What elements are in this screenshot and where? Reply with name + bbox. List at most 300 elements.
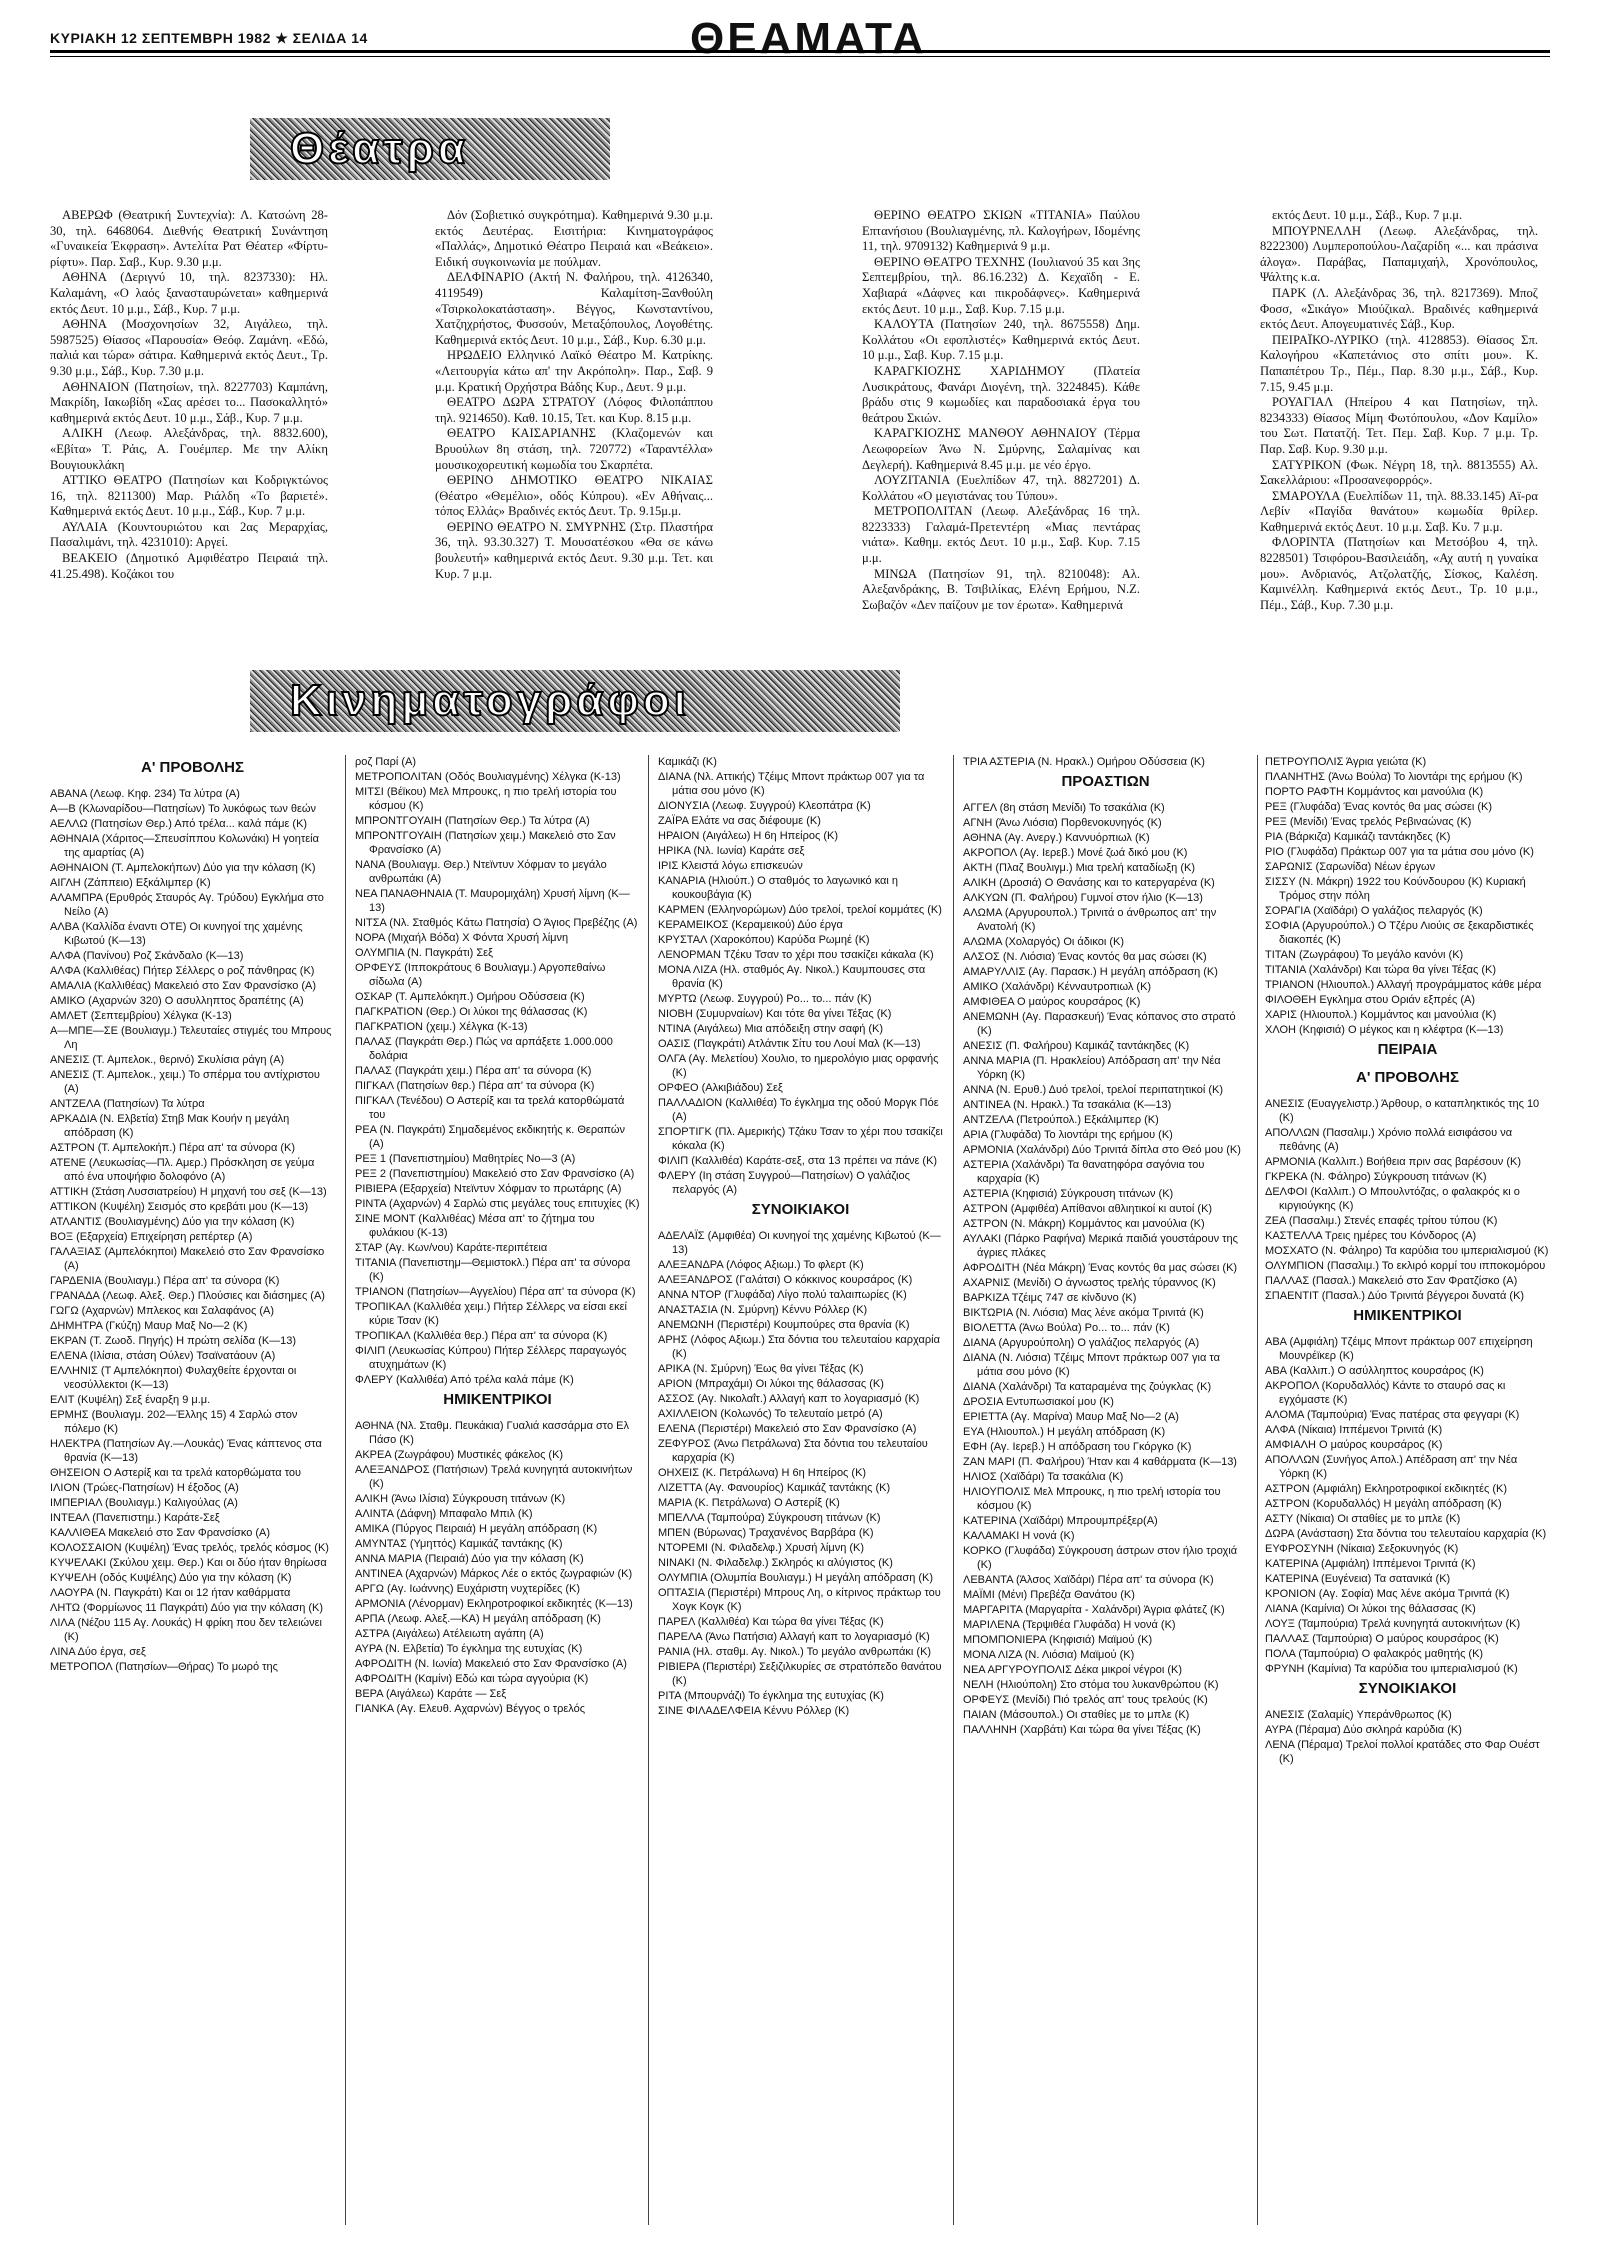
- cinema-listing: ΝΑΝΑ (Βουλιαγμ. Θερ.) Ντεϊντυν Χόφμαν το μεγάλο ανθρωπάκι (Α): [355, 859, 607, 885]
- theatre-listing: ΚΑΡΑΓΚΙΟΖΗΣ ΜΑΝΘΟΥ ΑΘΗΝΑΙΟΥ (Τέρμα Λεωφορείων Άνω Ν. Σμύρνης, Σαλαμίνας και Δεγλερή). Καθημερινά 8.45 μ.μ. με νέο έργο.: [862, 426, 1140, 472]
- cinema-listing: ΑΛΙΝΤΑ (Δάφνη) Μπαφαλο Μπιλ (Κ): [355, 1508, 533, 1520]
- cinema-listing: ΑΥΡΑ (Πέραμα) Δύο σκληρά καρύδια (Κ): [1265, 1724, 1462, 1736]
- cinema-listing: ΖΕΑ (Πασαλιμ.) Στενές επαφές τρίτου τύπου (Κ): [1265, 1215, 1498, 1227]
- cinema-listing: ΜΠΕΛΛΑ (Ταμπούρα) Σύγκρουση τιτάνων (Κ): [658, 1512, 881, 1524]
- cinema-listing: ΡΙΒΙΕΡΑ (Εξαρχεία) Ντεϊντυν Χόφμαν το πρωτάρης (Α): [355, 1183, 622, 1195]
- cinema-listing: ΒΟΞ (Εξαρχεία) Επιχείρηση ρεπέρτερ (Α): [50, 1231, 253, 1243]
- cinema-listing: ΤΡΟΠΙΚΑΛ (Καλλιθέα θερ.) Πέρα απ' τα σύνορα (Κ): [355, 1330, 608, 1342]
- column-heading: ΣΥΝΟΙΚΙΑΚΟΙ: [751, 1201, 850, 1218]
- cinema-column-2: [355, 755, 640, 1717]
- column-heading: ΠΡΟΑΣΤΙΩΝ: [1061, 773, 1150, 790]
- cinema-listing: ΣΤΑΡ (Αγ. Κων/νου) Καράτε-περιπέτεια: [355, 1242, 548, 1254]
- cinema-listing: ΟΑΣΙΣ (Παγκράτι) Ατλάντικ Σίτυ του Λουί Μαλ (Κ—13): [658, 1038, 921, 1050]
- cinema-listing: ΑΝΕΜΩΝΗ (Αγ. Παρασκευή) Ένας κόπανος στο στρατό (Κ): [963, 1011, 1236, 1037]
- cinema-banner-title: Κινηματογράφοι: [290, 676, 690, 725]
- cinema-listing: ΕΛΙΤ (Κυψέλη) Σεξ έναρξη 9 μ.μ.: [50, 1394, 211, 1406]
- theatre-listing: ΘΕΡΙΝΟ ΘΕΑΤΡΟ ΣΚΙΩΝ «ΤΙΤΑΝΙΑ» Παύλου Επτανήσιου (Βουλιαγμένης, πλ. Καλογήρων, Ιδομένης 11, τηλ. 9709132) Καθημερινά 9 μ.μ.: [862, 208, 1140, 254]
- cinema-listing: ΑΝΑΣΤΑΣΙΑ (Ν. Σμύρνη) Κέννυ Ρόλλερ (Κ): [658, 1304, 868, 1316]
- column-divider: [1257, 755, 1258, 2225]
- cinema-listing: ΟΡΦΕΥΣ (Ιπποκράτους 6 Βουλιαγμ.) Αργοπεθαίνω σίδωλα (Α): [355, 962, 606, 988]
- theatre-listing: ΑΘΗΝΑ (Δεριγνύ 10, τηλ. 8237330): Ηλ. Καλαμάνη, «Ο λαός ξανασταυρώνεται» καθημερινά εκτός Δευτ. 10 μ.μ., Σάβ., Κυρ. 7 μ.μ.: [50, 270, 328, 316]
- cinema-listing: ΜΑΡΓΑΡΙΤΑ (Μαργαρίτα - Χαλάνδρι) Άγρια φλάτεζ (Κ): [963, 1604, 1225, 1616]
- cinema-listing: ΣΟΦΙΑ (Αργυρούπολ.) Ο Τζέρυ Λιούις σε ξεκαρδιστικές διακοπές (Κ): [1265, 920, 1534, 946]
- theatre-listing: ΦΛΟΡΙΝΤΑ (Πατησίων και Μετσόβου 4, τηλ. 8228501) Τσιφόρου-Βασιλειάδη, «Αχ αυτή η γυναίκα μου». Ανδριανός, Ατζολατζής, Σίσκος, Καλέση. Καμινέλλη. Καθημερινά εκτός Δευτ., Τρ. 10 μ.μ., Πέμ., Σάβ., Κυρ. 7.30 μ.μ.: [1260, 535, 1538, 612]
- theatre-listing: ΜΕΤΡΟΠΟΛΙΤΑΝ (Λεωφ. Αλεξάνδρας 16 τηλ. 8223333) Γαλαμά-Πρετεντέρη «Μιας πεντάρας νιάτα». Καθημ. εκτός Δευτ. 10 μ.μ., Σαβ. Κυρ. 7.15 μ.μ.: [862, 504, 1140, 566]
- cinema-listing: ΠΑΛΛΑΣ (Πασαλ.) Μακελειό στο Σαν Φρατζίσκο (Α): [1265, 1275, 1518, 1287]
- cinema-listing: ΑΜΛΕΤ (Σεπτεμβρίου) Χέλγκα (Κ-13): [50, 1010, 232, 1022]
- cinema-listing: ΒΕΡΑ (Αιγάλεω) Καράτε — Σεξ: [355, 1688, 507, 1700]
- cinema-listing: ΚΑΤΕΡΙΝΑ (Ευγένεια) Τα σατανικά (Κ): [1265, 1573, 1451, 1585]
- cinema-listing: ΑΝΝΑ ΜΑΡΙΑ (Π. Ηρακλείου) Απόδραση απ' την Νέα Υόρκη (Κ): [963, 1055, 1221, 1081]
- theatre-banner: [250, 118, 610, 180]
- cinema-listing: ΛΙΖΕΤΤΑ (Αγ. Φανουρίος) Καμικάζ ταντάκης (Κ): [658, 1482, 891, 1494]
- cinema-listing: ΛΟΥΞ (Ταμπούρια) Τρελά κυνηγητά αυτοκινήτων (Κ): [1265, 1618, 1521, 1630]
- cinema-listing: ΑΣΤΡΟΝ (Αμφιθέα) Απίθανοι αθλιητικοί κι αυτοί (Κ): [963, 1203, 1213, 1215]
- theatre-listing: ΘΕΡΙΝΟ ΘΕΑΤΡΟ ΤΕΧΝΗΣ (Ιουλιανού 35 και 3ης Σεπτεμβρίου, τηλ. 86.16.232) Δ. Κεχαϊδη - Ε. Χαβιαρά «Δάφνες και πικροδάφνες». Καθημερινά εκτός Δευτ. 10 μ.μ., Σαβ. Κυρ. 7.15 μ.μ.: [862, 254, 1140, 316]
- theatre-listing: εκτός Δευτ. 10 μ.μ., Σάβ., Κυρ. 7 μ.μ.: [1272, 208, 1463, 222]
- cinema-listing: ΙΜΠΕΡΙΑΛ (Βουλιαγμ.) Καλιγούλας (Α): [50, 1497, 238, 1509]
- cinema-listing: ΑΜΙΚΟ (Αχαρνών 320) Ο ασυλληπτος δραπέτης (Α): [50, 995, 304, 1007]
- cinema-listing: ΣΙΣΣΥ (Ν. Μάκρη) 1922 του Κούνδουρου (Κ) Κυριακή Τρόμος στην πόλη: [1265, 876, 1526, 902]
- theatre-listing: ΘΕΑΤΡΟ ΔΩΡΑ ΣΤΡΑΤΟΥ (Λόφος Φιλοπάππου τηλ. 9214650). Καθ. 10.15, Τετ. και Κυρ. 8.15 μ.μ.: [435, 395, 713, 425]
- cinema-listing: ΑΘΗΝΑΙΟΝ (Τ. Αμπελοκήπων) Δύο για την κόλαση (Κ): [50, 862, 316, 874]
- cinema-listing: ΑΘΗΝΑ (Αγ. Ανεργ.) Καννυόρπιωλ (Κ): [963, 832, 1150, 844]
- cinema-listing: ΔΙΑΝΑ (Χαλάνδρι) Τα καταραμένα της ζούγκλας (Κ): [963, 1381, 1212, 1393]
- cinema-listing: ΓΙΑΝΚΑ (Αγ. Ελευθ. Αχαρνών) Βέγγος ο τρελός: [355, 1703, 586, 1715]
- cinema-listing: ΖΕΦΥΡΟΣ (Άνω Πετράλωνα) Στα δόντια του τελευταίου καρχαρία (Κ): [658, 1438, 928, 1464]
- cinema-listing: ΑΝΕΜΩΝΗ (Περιστέρι) Κουμπούρες στα θρανία (Κ): [658, 1319, 910, 1331]
- cinema-listing: ΠΕΤΡΟΥΠΟΛΙΣ Άγρια γειώτα (Κ): [1265, 756, 1427, 768]
- cinema-listing: ΤΡΙΑΝΟΝ (Πατησίων—Αγγελίου) Πέρα απ' τα σύνορα (Κ): [355, 1286, 636, 1298]
- cinema-listing: ΑΣΤΡΟΝ (Αμφιάλη) Εκληροτροφικοί εκδικητές (Κ): [1265, 1483, 1508, 1495]
- cinema-listing: ΟΡΦΕΥΣ (Μενίδι) Πιό τρελός απ' τους τρελούς (Κ): [963, 1694, 1208, 1706]
- cinema-listing: ΟΛΓΑ (Αγ. Μελετίου) Χουλιο, το ημερολόγιο μιας ορφανής (Κ): [658, 1053, 939, 1079]
- cinema-column-5: [1265, 755, 1550, 1767]
- cinema-listing: ΑΜΑΡΥΛΛΙΣ (Αγ. Παρασκ.) Η μεγάλη απόδραση (Κ): [963, 966, 1218, 978]
- cinema-listing: ΕΥΦΡΟΣΥΝΗ (Νίκαια) Σεξοκυνηγός (Κ): [1265, 1543, 1459, 1555]
- cinema-listing: ΑΤΤΙΚΟΝ (Κυψέλη) Σεισμός στο κρεβάτι μου (Κ—13): [50, 1201, 309, 1213]
- cinema-listing: ΑΛΦΑ (Πανίνου) Ροζ Σκάνδαλο (Κ—13): [50, 950, 244, 962]
- theatre-listing: ΑΘΗΝΑΙΟΝ (Πατησίων, τηλ. 8227703) Καμπάνη, Μακρίδη, Ιακωβίδη «Σας αρέσει το... Πασοκαλλητό» καθημερινά εκτός Δευτ. 10 μ.μ., Σάβ., Κυρ. 7 μ.μ.: [50, 379, 328, 425]
- entry-list: [50, 787, 335, 1674]
- theatre-listing: ΔΕΛΦΙΝΑΡΙΟ (Ακτή Ν. Φαλήρου, τηλ. 4126340, 4119549) Καλαμίτση-Ξανθούλη «Τσιρκολοκατάσταση». Βέγγος, Κωνσταντίνου, Χατζηχρήστος, Φυσσούν, Μεταξόπουλος, Λογοθέτης. Καθημερινά εκτός Δευτ. 10 μ.μ., Σάβ., Κυρ. 6.30 μ.μ.: [435, 270, 713, 347]
- cinema-listing: ΑΛΦΑ (Καλλιθέας) Πήτερ Σέλλερς ο ροζ πάνθηρας (Κ): [50, 965, 315, 977]
- cinema-listing: ΣΙΝΕ ΜΟΝΤ (Καλλιθέας) Μέσα απ' το ζήτημα του φυλάκιου (Κ-13): [355, 1213, 595, 1239]
- cinema-listing: ΝΤΙΝΑ (Αιγάλεω) Μια απόδειξη στην σαφή (Κ): [658, 1023, 884, 1035]
- cinema-listing: ΕΥΑ (Ηλιουπολ.) Η μεγάλη απόδραση (Κ): [963, 1426, 1166, 1438]
- cinema-listing: ΑΛΙΚΗ (Άνω Ιλίσια) Σύγκρουση τιτάνων (Κ): [355, 1493, 566, 1505]
- cinema-column-1: [50, 755, 335, 1675]
- cinema-listing: ΑΝΤΖΕΛΑ (Πετρούπολ.) Εξκάλιμπερ (Κ): [963, 1114, 1159, 1126]
- cinema-listing: ΟΡΦΕΟ (Αλκιβιάδου) Σεξ: [658, 1082, 783, 1094]
- cinema-listing: ΚΑΛΑΜΑΚΙ Η νονά (Κ): [963, 1530, 1075, 1542]
- cinema-listing: ΑΜΥΝΤΑΣ (Υμηττός) Καμικάζ ταντάκης (Κ): [355, 1538, 563, 1550]
- cinema-listing: ΦΛΕΡΥ (Ιη στάση Συγγρού—Πατησίων) Ο γαλάζιος πελαργός (Α): [658, 1170, 910, 1196]
- masthead-rule-thin: [50, 56, 1550, 57]
- cinema-listing: ΑΕΛΛΩ (Πατησίων Θερ.) Από τρέλα... καλά πάμε (Κ): [50, 818, 308, 830]
- theatre-column-3: [862, 208, 1140, 613]
- cinema-listing: ΛΙΛΑ (Νέζου 115 Αγ. Λουκάς) Η φρίκη που δεν τελειώνει (Κ): [50, 1617, 322, 1643]
- cinema-listing: ΑΣΤΡΑ (Αιγάλεω) Ατέλειωτη αγάπη (Α): [355, 1628, 544, 1640]
- cinema-listing: ΑΠΟΛΛΩΝ (Συνήγος Απολ.) Απέδραση απ' την Νέα Υόρκη (Κ): [1265, 1454, 1518, 1480]
- cinema-listing: ΑΒΑ (Καλλιπ.) Ο ασύλληπτος κουρσάρος (Κ): [1265, 1365, 1484, 1377]
- cinema-listing: ΘΗΣΕΙΟΝ Ο Αστερίξ και τα τρελά κατορθώματα του: [50, 1467, 302, 1479]
- cinema-listing: ΜΟΝΑ ΛΙΖΑ (Ηλ. σταθμός Αγ. Νικολ.) Καυμπουσες στα θρανία (Κ): [658, 964, 926, 990]
- entry-list: [1265, 1708, 1550, 1766]
- cinema-listing: ΠΑΓΚΡΑΤΙΟΝ (χειμ.) Χέλγκα (Κ-13): [355, 1021, 528, 1033]
- cinema-listings: [50, 755, 1550, 2225]
- cinema-listing: ΕΡΙΕΤΤΑ (Αγ. Μαρίνα) Μαυρ Μαξ Νο—2 (Α): [963, 1411, 1179, 1423]
- cinema-listing: ΝΕΑ ΑΡΓΥΡΟΥΠΟΛΙΣ Δέκα μικροί νέγροι (Κ): [963, 1664, 1182, 1676]
- cinema-listing: ΚΑΡΜΕΝ (Ελληνορώμων) Δύο τρελοί, τρελοί κομμάτες (Κ): [658, 904, 942, 916]
- theatre-listing: ΚΑΡΑΓΚΙΟΖΗΣ ΧΑΡΙΔΗΜΟΥ (Πλατεία Λυσικράτους, Φανάρι Διογένη, τηλ. 3224845). Κάθε βράδυ στις 9 κωμωδίες και παραδοσιακά έργα του θεάτρου Σκιών.: [862, 363, 1140, 425]
- cinema-listing: ΡΙΒΙΕΡΑ (Περιστέρι) Σεξιζιλκυρίες σε στρατόπεδο θανάτου (Κ): [658, 1661, 942, 1687]
- theatre-banner-title: Θέατρα: [290, 124, 470, 173]
- cinema-listing: ΠΑΛΛΗΝΗ (Χαρβάτι) Και τώρα θα γίνει Τέξας (Κ): [963, 1724, 1201, 1736]
- cinema-listing: ΜΠΟΜΠΟΝΙΕΡΑ (Κηφισιά) Μαϊμού (Κ): [963, 1634, 1153, 1646]
- cinema-listing: ΔΙΑΝΑ (Ν. Λιόσια) Τζέιμς Μποντ πράκτωρ 007 για τα μάτια σου μόνο (Κ): [963, 1352, 1220, 1378]
- theatre-listing: ΛΟΥΖΙΤΑΝΙΑ (Ευελπίδων 47, τηλ. 8827201) Δ. Κολλάτου «Ο μεγιστάνας του Τύπου».: [862, 473, 1140, 503]
- theatre-listing: ΣΑΤΥΡΙΚΟΝ (Φωκ. Νέγρη 18, τηλ. 8813555) Αλ. Σακελλάριου: «Προσανεφορρός».: [1260, 457, 1538, 488]
- cinema-listing: ΑΡΓΩ (Αγ. Ιωάννης) Ευχάριστη νυχτερίδες (Κ): [355, 1583, 581, 1595]
- cinema-listing: ΑΣΤΥ (Νίκαια) Οι σταθίες με το μπλε (Κ): [1265, 1513, 1461, 1525]
- cinema-listing: Καμικάζι (Κ): [658, 756, 717, 768]
- cinema-listing: ΓΚΡΕΚΑ (Ν. Φάληρο) Σύγκρουση τιτάνων (Κ): [1265, 1171, 1487, 1183]
- theatre-listings: [50, 208, 1550, 648]
- cinema-listing: ΡΕΞ 1 (Πανεπιστημίου) Μαθητρίες Νο—3 (Α): [355, 1153, 576, 1165]
- cinema-listing: ΕΚΡΑΝ (Τ. Ζωοδ. Πηγής) Η πρώτη σελίδα (Κ—13): [50, 1335, 297, 1347]
- column-heading: ΗΜΙΚΕΝΤΡΙΚΟΙ: [443, 1391, 552, 1408]
- cinema-listing: ΑΔΕΛΑΪΣ (Αμφιθέα) Οι κυνηγοί της χαμένης Κιβωτού (Κ—13): [658, 1230, 941, 1256]
- theatre-listing: ΣΜΑΡΟΥΛΑ (Ευελπίδων 11, τηλ. 88.33.145) Αϊ-ρα Λεβίν «Παγίδα θανάτου» κωμωδία θρίλερ. Καθημερινά εκτός Δευτ. 10 μ.μ. Σαβ. Κυ. 7 μ.μ.: [1260, 488, 1538, 534]
- cinema-listing: ΡΕΑ (Ν. Παγκράτι) Σημαδεμένος εκδικητής κ. Θεραπών (Α): [355, 1124, 625, 1150]
- cinema-listing: ΑΣΣΟΣ (Αγ. Νικολαΐτ.) Αλλαγή καπ το λογαριασμό (Κ): [658, 1393, 920, 1405]
- cinema-listing: ΚΑΤΕΡΙΝΑ (Αμφιάλη) Ιππέμενοι Τρινιτά (Κ): [1265, 1558, 1476, 1570]
- cinema-listing: ΑΡΗΣ (Λόφος Αξιωμ.) Στα δόντια του τελευταίου καρχαρία (Κ): [658, 1334, 940, 1360]
- cinema-listing: ΑΒΑΝΑ (Λεωφ. Κηφ. 234) Τα λύτρα (Α): [50, 788, 240, 800]
- entry-list: [963, 801, 1248, 1737]
- cinema-listing: ΣΠΟΡΤΙΓΚ (Πλ. Αμερικής) Τζάκυ Τσαν το χέρι που τσακίζει κόκαλα (Κ): [658, 1126, 943, 1152]
- entry-list: [963, 755, 1248, 769]
- cinema-listing: ΣΟΡΑΓΙΑ (Χαϊδάρι) Ο γαλάζιος πελαργός (Κ): [1265, 905, 1483, 917]
- cinema-listing: ΦΙΛΟΘΕΗ Εγκλημα στου Οριάν εξπρές (Α): [1265, 994, 1476, 1006]
- cinema-listing: ΑΠΟΛΛΩΝ (Πασαλιμ.) Χρόνιο πολλά εισιφάσου να πεθάνης (Α): [1265, 1127, 1513, 1153]
- theatre-listing: ΘΕΑΤΡΟ ΚΑΙΣΑΡΙΑΝΗΣ (Κλαζομενών και Βρυούλων 8η στάση, τηλ. 720772) «Ταραντέλλα» μουσικοχορευτική κωμωδία του Σκαρπέτα.: [435, 426, 713, 472]
- cinema-listing: ΙΡΙΣ Κλειστά λόγω επισκευών: [658, 860, 803, 872]
- cinema-listing: ΓΩΓΩ (Αχαρνών) Μπλεκος και Σαλαφάνος (Α): [50, 1305, 275, 1317]
- cinema-listing: ΝΕΛΗ (Ηλιούπολη) Στο στόμα του λυκανθρώπου (Κ): [963, 1679, 1219, 1691]
- cinema-listing: ΑΓΝΗ (Άνω Λιόσια) Πορθενοκυνηγός (Κ): [963, 817, 1162, 829]
- cinema-listing: ΑΜΦΙΘΕΑ Ο μαύρος κουρσάρος (Κ): [963, 996, 1141, 1008]
- theatre-listing: ΒΕΑΚΕΙΟ (Δημοτικό Αμφιθέατρο Πειραιά τηλ. 41.25.498). Κοζάκοι του: [50, 551, 328, 581]
- cinema-listing: ΡΙΟ (Γλυφάδα) Πράκτωρ 007 για τα μάτια σου μόνο (Κ): [1265, 846, 1534, 858]
- cinema-listing: ΦΡΥΝΗ (Καμίνια) Τα καρύδια του ιμπεριαλισμού (Κ): [1265, 1663, 1518, 1675]
- cinema-listing: ΗΡΙΚΑ (Νλ. Ιωνία) Καράτε σεξ: [658, 845, 805, 857]
- cinema-listing: ΑΦΡΟΔΙΤΗ (Νέα Μάκρη) Ένας κοντός θα μας σώσει (Κ): [963, 1262, 1238, 1274]
- cinema-listing: ΚΑΛΛΙΘΕΑ Μακελειό στο Σαν Φρανσίσκο (Α): [50, 1527, 271, 1539]
- cinema-listing: ΝΙΝΑΚΙ (Ν. Φιλαδελφ.) Σκληρός κι αλύγιστος (Κ): [658, 1557, 893, 1569]
- cinema-listing: ΑΛΕΞΑΝΔΡΑ (Λόφος Αξιωμ.) Το φλερτ (Κ): [658, 1259, 864, 1271]
- cinema-listing: ΒΙΚΤΩΡΙΑ (Ν. Λιόσια) Μας λένε ακόμα Τρινιτά (Κ): [963, 1307, 1204, 1319]
- cinema-listing: ΑΣΤΡΟΝ (Κορυδαλλός) Η μεγάλη απόδραση (Κ): [1265, 1498, 1502, 1510]
- theatre-listing: ΠΕΙΡΑΪΚΟ-ΛΥΡΙΚΟ (τηλ. 4128853). Θίασος Σπ. Καλογήρου «Καπετάνιος στο σπίτι μου». Κ. Παπαπέτρου Τρ., Πέμ., Παρ. 8.30 μ.μ., Σάβ., Κυρ. 7.15, 9.45 μ.μ.: [1260, 332, 1538, 394]
- cinema-listing: ΕΛΕΝΑ (Ιλίσια, στάση Ούλεν) Τσαϊνατάουν (Α): [50, 1350, 276, 1362]
- cinema-listing: ΑΒΑ (Αμφιάλη) Τζέιμς Μποντ πράκτωρ 007 επιχείρηση Μουνρέϊκερ (Κ): [1265, 1336, 1533, 1362]
- cinema-listing: ΕΛΛΗΝΙΣ (Τ Αμπελόκηποι) Φυλαχθείτε έρχονται οι νεοσύλλεκτοι (Κ—13): [50, 1365, 297, 1391]
- cinema-listing: ΜΑΡΙΛΕΝΑ (Τερψιθέα Γλυφάδα) Η νονά (Κ): [963, 1619, 1176, 1631]
- cinema-listing: ΑΜΦΙΑΛΗ Ο μαύρος κουρσάρος (Κ): [1265, 1439, 1443, 1451]
- theatre-listing: ΑΒΕΡΩΦ (Θεατρική Συντεχνία): Λ. Κατσώνη 28-30, τηλ. 6468064. Διεθνής Θεατρική Συνάντηση «Γυναικεία Έκφραση». Αντελίτα Ρατ Θέατερ «Φίρτυ-ρίφτυ». Παρ. Σαβ., Κυρ. 9.30 μ.μ.: [50, 208, 328, 269]
- cinema-listing: ΑΣΤΕΡΙΑ (Κηφισιά) Σύγκρουση τιτάνων (Κ): [963, 1188, 1174, 1200]
- cinema-listing: ΕΡΜΗΣ (Βουλιαγμ. 202—Έλλης 15) 4 Σαρλώ στον πόλεμο (Κ): [50, 1409, 298, 1435]
- cinema-listing: ΑΥΡΑ (Ν. Ελβετία) Το έγκλημα της ευτυχίας (Κ): [355, 1643, 583, 1655]
- cinema-listing: ΑΛΕΞΑΝΔΡΟΣ (Πατήσιων) Τρελά κυνηγητά αυτοκινήτων (Κ): [355, 1464, 633, 1490]
- cinema-listing: ΛΑΟΥΡΑ (Ν. Παγκράτι) Και οι 12 ήταν καθάρματα: [50, 1587, 291, 1599]
- cinema-listing: ΑΡΜΟΝΙΑ (Λένορμαν) Εκληροτροφικοί εκδικητές (Κ—13): [355, 1598, 633, 1610]
- cinema-listing: ΣΙΝΕ ΦΙΛΑΔΕΛΦΕΙΑ Κέννυ Ρόλλερ (Κ): [658, 1705, 850, 1717]
- cinema-listing: ΑΚΡΟΠΟΛ (Αγ. Ιερεβ.) Μονέ ζωά δικό μου (Κ): [963, 847, 1188, 859]
- cinema-listing: ΝΤΟΡΕΜΙ (Ν. Φιλαδελφ.) Χρυσή λίμνη (Κ): [658, 1542, 865, 1554]
- cinema-listing: ΗΡΑΙΟΝ (Αιγάλεω) Η 6η Ηπείρος (Κ): [658, 830, 838, 842]
- cinema-listing: ΜΥΡΤΩ (Λεωφ. Συγγρού) Ρο... το... πάν (Κ): [658, 993, 872, 1005]
- cinema-listing: ΑΦΡΟΔΙΤΗ (Καμίνι) Εδώ και τώρα αγγούρια (Κ): [355, 1673, 589, 1685]
- cinema-listing: ΑΝΕΣΙΣ (Σαλαμίς) Υπεράνθρωπος (Κ): [1265, 1709, 1452, 1721]
- cinema-listing: ΙΛΙΟΝ (Τρώες-Πατησίων) Η έξοδος (Α): [50, 1482, 239, 1494]
- cinema-listing: ΑΡΙΚΑ (Ν. Σμύρνη) Έως θα γίνει Τέξας (Κ): [658, 1363, 864, 1375]
- cinema-listing: ΑΝΝΑ (Ν. Ερυθ.) Δυό τρελοί, τρελοί περιπατητικοί (Κ): [963, 1084, 1224, 1096]
- section-title: ΘΕΑΜΑΤΑ: [690, 14, 927, 63]
- cinema-listing: ΓΑΡΔΕΝΙΑ (Βουλιαγμ.) Πέρα απ' τα σύνορα (Κ): [50, 1275, 280, 1287]
- cinema-column-3: [658, 755, 943, 1719]
- cinema-listing: ΠΑΛΑΣ (Παγκράτι Θερ.) Πώς να αρπάξετε 1.000.000 δολάρια: [355, 1036, 613, 1062]
- cinema-listing: ΜΠΕΝ (Βύρωνας) Τραχανένος Βαρβάρα (Κ): [658, 1527, 874, 1539]
- theatre-listing: ΑΛΙΚΗ (Λεωφ. Αλεξάνδρας, τηλ. 8832.600), «Εβίτα» Τ. Ράις, Α. Γουέμπερ. Με την Αλίκη Βουγιουκλάκη: [50, 426, 328, 472]
- cinema-listing: ΤΡΙΑ ΑΣΤΕΡΙΑ (Ν. Ηρακλ.) Ομήρου Οδύσσεια (Κ): [963, 756, 1205, 768]
- cinema-listing: ΑΡΙΑ (Γλυφάδα) Το λιοντάρι της ερήμου (Κ): [963, 1129, 1173, 1141]
- entry-list: [355, 1419, 640, 1716]
- cinema-listing: ΠΙΓΚΑΛ (Πατησίων θερ.) Πέρα απ' τα σύνορα (Κ): [355, 1080, 595, 1092]
- cinema-listing: ΖΑΝ ΜΑΡΙ (Π. Φαλήρου) Ήταν και 4 καθάρματα (Κ—13): [963, 1456, 1237, 1468]
- cinema-listing: ΑΛΕΞΑΝΔΡΟΣ (Γαλάτσι) Ο κόκκινος κουρσάρος (Κ): [658, 1274, 913, 1286]
- cinema-listing: ΛΙΑΝΑ (Καμίνια) Οι λύκοι της θάλασσας (Κ): [1265, 1603, 1476, 1615]
- column-heading: ΣΥΝΟΙΚΙΑΚΟΙ: [1358, 1680, 1457, 1697]
- cinema-listing: ΛΕΝΟΡΜΑΝ Τζέκυ Τσαν το χέρι που τσακίζει κάκαλα (Κ): [658, 949, 934, 961]
- cinema-listing: ΚΑΝΑΡΙΑ (Ηλιούπ.) Ο σταθμός το λαγωνικό και η κουκουβάγια (Κ): [658, 875, 899, 901]
- cinema-listing: ΑΝΕΣΙΣ (Τ. Αμπελοκ., χειμ.) Το σπέρμα του αντίχριστου (Α): [50, 1069, 320, 1095]
- cinema-listing: ΛΙΝΑ Δύο έργα, σεξ: [50, 1646, 146, 1658]
- cinema-listing: ΑΡΜΟΝΙΑ (Καλλιπ.) Βοήθεια πριν σας βαρέσουν (Κ): [1265, 1156, 1522, 1168]
- theatre-listing: ΘΕΡΙΝΟ ΘΕΑΤΡΟ Ν. ΣΜΥΡΝΗΣ (Στρ. Πλαστήρα 36, τηλ. 93.30.327) Τ. Μουσατέσκου «Θα σε κάνω βουλευτή» καθημερινά εκτός Δευτ. 9.30 μ.μ. Τετ. και Κυρ. 7 μ.μ.: [435, 519, 713, 581]
- cinema-listing: ΑΡΜΟΝΙΑ (Χαλάνδρι) Δύο Τρινιτά δίπλα στο Θεό μου (Κ): [963, 1144, 1241, 1156]
- cinema-listing: ΑΝΝΑ ΝΤΟΡ (Γλυφάδα) Λίγο πολύ ταλαιπωρίες (Κ): [658, 1289, 907, 1301]
- cinema-listing: ΚΑΤΕΡΙΝΑ (Χαϊδάρι) Μπρουμπρέξερ(Α): [963, 1515, 1158, 1527]
- column-subheading: Α' ΠΡΟΒΟΛΗΣ: [1355, 1069, 1459, 1086]
- cinema-listing: ΚΡΟΝΙΟΝ (Αγ. Σοφία) Μας λένε ακόμα Τρινιτά (Κ): [1265, 1588, 1510, 1600]
- cinema-listing: ΙΝΤΕΑΛ (Πανεπιστημ.) Καράτε-Σεξ: [50, 1512, 220, 1524]
- cinema-listing: ΑΜΙΚΟ (Χαλάνδρι) Κένναυτροπιωλ (Κ): [963, 981, 1152, 993]
- column-heading: Α' ΠΡΟΒΟΛΗΣ: [140, 759, 244, 776]
- cinema-listing: ΑΡΠΑ (Λεωφ. Αλεξ.—ΚΑ) Η μεγάλη απόδραση (Κ): [355, 1613, 601, 1625]
- cinema-listing: ΦΙΛΙΠ (Καλλιθέα) Καράτε-σεξ, στα 13 πρέπει να πάνε (Κ): [658, 1155, 938, 1167]
- cinema-listing: ΚΟΛΟΣΣΑΙΟΝ (Κυψέλη) Ένας τρελός, τρελός κόσμος (Κ): [50, 1542, 329, 1554]
- entry-list: [1265, 755, 1550, 1037]
- cinema-listing: ΑΙΓΛΗ (Ζάππειο) Εξκάλιμπερ (Κ): [50, 877, 211, 889]
- cinema-listing: ΑΛΑΜΠΡΑ (Ερυθρός Σταυρός Αγ. Τρύδου) Εγκλήμα στο Νείλο (Α): [50, 892, 324, 918]
- cinema-listing: ΑΡΙΟΝ (Μπραχάμι) Οι λύκοι της θάλασσας (Κ): [658, 1378, 884, 1390]
- theatre-listing: ΑΘΗΝΑ (Μοσχονησίων 32, Αιγάλεω, τηλ. 5987525) Θίασος «Παρουσία» Θεόφ. Ζαμάνη. «Εδώ, παλιά και τώρα» σάτιρα. Καθημερινά εκτός Δευτ., Τρ. 9.30 μ.μ., Σάβ., Κυρ. 7.30 μ.μ.: [50, 317, 328, 378]
- cinema-listing: ΧΛΟΗ (Κηφισιά) Ο μέγκος και η κλέφτρα (Κ—13): [1265, 1024, 1504, 1036]
- cinema-listing: ΠΑΓΚΡΑΤΙΟΝ (Θερ.) Οι λύκοι της θάλασσας (Κ): [355, 1006, 588, 1018]
- cinema-listing: ΑΛΒΑ (Καλλίδα έναντι ΟΤΕ) Οι κυνηγοί της χαμένης Κιβωτού (Κ—13): [50, 921, 303, 947]
- column-divider: [345, 755, 346, 2225]
- cinema-listing: ΟΛΥΜΠΙΟΝ (Πασαλιμ.) Το εκλιρό κορμί του ιπποκομόρου: [1265, 1260, 1546, 1272]
- cinema-listing: ΚΥΨΕΛΗ (οδός Κυψέλης) Δύο για την κόλαση (Κ): [50, 1572, 292, 1584]
- theatre-column-2: [435, 208, 713, 582]
- cinema-listing: ΚΑΣΤΕΛΛΑ Τρεις ημέρες του Κόνδορος (Α): [1265, 1230, 1477, 1242]
- cinema-listing: ΠΑΙΑΝ (Μάσουπολ.) Οι σταθίες με το μπλε (Κ): [963, 1709, 1190, 1721]
- theatre-listing: ΑΤΤΙΚΟ ΘΕΑΤΡΟ (Πατησίων και Κοδριγκτώνος 16, τηλ. 8211300) Μαρ. Ριάλδη «Το βαριετέ». Καθημερινά εκτός Δευτ. 10 μ.μ., Σάβ., Κυρ. 7 μ.μ.: [50, 473, 328, 519]
- cinema-column-4: [963, 755, 1248, 1738]
- cinema-listing: ΔΩΡΑ (Ανάσταση) Στα δόντια του τελευταίου καρχαρία (Κ): [1265, 1528, 1547, 1540]
- cinema-listing: ΑΦΡΟΔΙΤΗ (Ν. Ιωνία) Μακελειό στο Σαν Φρανσίσκο (Α): [355, 1658, 627, 1670]
- cinema-listing: ΡΙΝΤΑ (Αχαρνών) 4 Σαρλώ στις μεγάλες τους επιτυχίες (Κ): [355, 1198, 640, 1210]
- cinema-listing: ΦΙΛΙΠ (Λευκωσίας Κύπρου) Πήτερ Σέλλερς παραγωγός ατυχημάτων (Κ): [355, 1345, 627, 1371]
- cinema-listing: ΑΚΤΗ (Πλαζ Βουλιγμ.) Μια τρελή καταδίωξη (Κ): [963, 862, 1196, 874]
- cinema-listing: ΡΙΤΑ (Μπουρνάζι) Το έγκλημα της ευτυχίας (Κ): [658, 1690, 884, 1702]
- cinema-listing: ΑΛΦΑ (Νίκαια) Ιππέμενοι Τρινιτά (Κ): [1265, 1424, 1443, 1436]
- cinema-listing: ΔΗΜΗΤΡΑ (Γκύζη) Μαυρ Μαξ Νο—2 (Κ): [50, 1320, 248, 1332]
- cinema-listing: ΠΑΡΕΛ (Καλλιθέα) Και τώρα θα γίνει Τέξας (Κ): [658, 1616, 884, 1628]
- cinema-listing: ΑΛΟΜΑ (Ταμπούρια) Ένας πατέρας στα φεγγαρι (Κ): [1265, 1409, 1520, 1421]
- cinema-listing: ΑΘΗΝΑΙΑ (Χάριτος—Σπευσίππου Κολωνάκι) Η γοητεία της αμαρτίας (Α): [50, 833, 319, 859]
- cinema-listing: ΗΛΙΟΥΠΟΛΙΣ Μελ Μπρουκς, η πιο τρελή ιστορία του κόσμου (Κ): [963, 1486, 1221, 1512]
- theatre-listing: ΡΟΥΑΓΙΑΛ (Ηπείρου 4 και Πατησίων, τηλ. 8234333) Θίασος Μίμη Φωτόπουλου, «Δον Καμίλο» του Σωτ. Πατατζή. Τετ. Πεμ. Σαβ. Κυρ. 7 μ.μ. Τρ. Παρ. Σαβ. Κυρ. 9.30 μ.μ.: [1260, 395, 1538, 456]
- theatre-column-4: [1260, 208, 1538, 613]
- cinema-listing: ΜΑΡΙΑ (Κ. Πετράλωνα) Ο Αστερίξ (Κ): [658, 1497, 840, 1509]
- cinema-listing: ΧΑΡΙΣ (Ηλιουπολ.) Κομμάντος και μανούλια (Κ): [1265, 1009, 1497, 1021]
- theatre-listing: ΠΑΡΚ (Λ. Αλεξάνδρας 36, τηλ. 8217369). Μποζ Φοσσ, «Σικάγο» Μιούζικαλ. Βραδινές καθημερινά εκτός Δευτ. Απογευματινές Σάβ., Κυρ.: [1260, 285, 1538, 332]
- theatre-listing: ΜΠΟΥΡΝΕΛΛΗ (Λεωφ. Αλεξάνδρας, τηλ. 8222300) Λυμπεροπούλου-Λαζαρίδη «... και πράσινα άλογα». Παράβας, Παπαμιχαήλ, Χρονόπουλος, Ψάλτης κ.α.: [1260, 223, 1538, 285]
- column-heading: ΠΕΙΡΑΙΑ: [1377, 1041, 1438, 1058]
- theatre-listing: ΜΙΝΩΑ (Πατησίων 91, τηλ. 8210048): Αλ. Αλεξανδράκης, Β. Τσιβιλίκας, Ελένη Ερήμου, Ν.Ζ. Σωβαζόν «Δεν παίζουν με τον έρωτα». Καθημερινά: [862, 566, 1140, 612]
- cinema-listing: ΦΛΕΡΥ (Καλλιθέα) Από τρέλα καλά πάμε (Κ): [355, 1374, 574, 1386]
- cinema-listing: ΠΑΛΛΑΣ (Ταμπούρια) Ο μαύρος κουρσάρος (Κ): [1265, 1633, 1499, 1645]
- entry-list: [1265, 1097, 1550, 1303]
- cinema-listing: ΑΛΙΚΗ (Δροσιά) Ο Θανάσης και το κατεργαρένα (Κ): [963, 877, 1215, 889]
- cinema-listing: ΚΡΥΣΤΑΛ (Χαροκόπου) Καρύδα Ρωμηέ (Κ): [658, 934, 870, 946]
- date-line: ΚΥΡΙΑΚΗ 12 ΣΕΠΤΕΜΒΡΗ 1982 ★ ΣΕΛΙΔΑ 14: [50, 30, 368, 46]
- cinema-listing: ΡΕΞ (Γλυφάδα) Ένας κοντός θα μας σώσει (Κ): [1265, 801, 1493, 813]
- cinema-listing: ΤΙΤΑΝΙΑ (Πανεπιστημ—Θεμιστοκλ.) Πέρα απ' τα σύνορα (Κ): [355, 1257, 631, 1283]
- cinema-listing: ΛΕΝΑ (Πέραμα) Τρελοί πολλοί κρατάδες στο Φαρ Ουέστ (Κ): [1265, 1739, 1540, 1765]
- column-divider: [648, 755, 649, 2225]
- theatre-column-1: [50, 208, 328, 582]
- theatre-listing: ΚΑΛΟΥΤΑ (Πατησίων 240, τηλ. 8675558) Δημ. Κολλάτου «Οι εφοπλιστές» Καθημερινά εκτός Δευτ. 10 μ.μ., Σαβ. Κυρ. 7.15 μ.μ.: [862, 317, 1140, 363]
- cinema-listing: ΑΣΤΡΟΝ (Ν. Μάκρη) Κομμάντος και μανούλια (Κ): [963, 1218, 1205, 1230]
- theatre-listing: ΗΡΩΔΕΙΟ Ελληνικό Λαϊκό Θέατρο Μ. Κατρίκης. «Λειτουργία κάτω απ' την Ακρόπολη». Παρ., Σαβ. 9 μ.μ. Κρατική Ορχήστρα Βάδης Κυρ., Δευτ. 9 μ.μ.: [435, 348, 713, 394]
- cinema-listing: ΜΟΣΧΑΤΟ (Ν. Φάληρο) Τα καρύδια του ιμπεριαλισμού (Κ): [1265, 1245, 1549, 1257]
- theatre-listing: ΑΥΛΑΙΑ (Κουντουριώτου και 2ας Μεραρχίας, Πασαλιμάνι, τηλ. 4231010): Αργεί.: [50, 519, 328, 550]
- cinema-listing: ΑΝΕΣΙΣ (Ευαγγελιστρ.) Άρθουρ, ο καταπληκτικός της 10 (Κ): [1265, 1098, 1540, 1124]
- cinema-listing: ΑΛΣΟΣ (Ν. Λιόσια) Ένας κοντός θα μας σώσει (Κ): [963, 951, 1207, 963]
- cinema-listing: ΑΛΩΜΑ (Αργυρουπολ.) Τρινιτά ο άνθρωπος απ' την Ανατολή (Κ): [963, 907, 1217, 933]
- cinema-listing: ΑΜΙΚΑ (Πύργος Πειραιά) Η μεγάλη απόδραση (Κ): [355, 1523, 598, 1535]
- masthead: [50, 14, 1550, 63]
- cinema-listing: ΑΝΤΙΝΕΑ (Αχαρνών) Μάρκος Λέε ο εκτός ζωγραφιών (Κ): [355, 1568, 633, 1580]
- cinema-listing: ΜΑΪΜΙ (Μένι) Πρεβέζα Θανάτου (Κ): [963, 1589, 1135, 1601]
- cinema-listing: ΣΑΡΩΝΙΣ (Σαρωνίδα) Νέων έργων: [1265, 861, 1436, 873]
- cinema-listing: ΜΙΤΣΙ (Βέϊκου) Μελ Μπρουκς, η πιο τρελή ιστορία του κόσμου (Κ): [355, 786, 617, 812]
- cinema-listing: ΑΛΩΜΑ (Χολαργός) Οι άδικοι (Κ): [963, 936, 1124, 948]
- theatre-listing: Δόν (Σοβιετικό συγκρότημα). Καθημερινά 9.30 μ.μ. εκτός Δευτέρας. Εισιτήρια: Κινηματογράφος «Παλλάς», Δημοτικό Θέατρο Πειραιά και «Βεάκειο». Ειδική συγκοινωνία με πούλμαν.: [435, 208, 713, 269]
- cinema-listing: ΡΕΞ (Μενίδι) Ένας τρελός Ρεβιναώνας (Κ): [1265, 816, 1472, 828]
- cinema-listing: ΑΤΕΝΕ (Λευκωσίας—Πλ. Αμερ.) Πρόσκληση σε γεύμα από ένα υποψήφιο δολοφόνο (Α): [50, 1157, 315, 1183]
- cinema-listing: ΠΙΓΚΑΛ (Τενέδου) Ο Αστερίξ και τα τρελά κατορθώματά του: [355, 1095, 625, 1121]
- cinema-listing: ΑΝΕΣΙΣ (Π. Φαλήρου) Καμικάζ ταντάκηδες (Κ): [963, 1040, 1190, 1052]
- cinema-listing: ΠΑΛΛΑΔΙΟΝ (Καλλιθέα) Το έγκλημα της οδού Μοργκ Πόε (Α): [658, 1097, 939, 1123]
- cinema-listing: ΝΕΑ ΠΑΝΑΘΗΝΑΙΑ (Τ. Μαυρομιχάλη) Χρυσή λίμνη (Κ—13): [355, 888, 630, 914]
- cinema-listing: Α—Β (Κλωναρίδου—Πατησίων) Το λυκόφως των θεών: [50, 803, 317, 815]
- cinema-listing: ΣΠΑΕΝΤΙΤ (Πασαλ.) Δύο Τρινιτά βέγγεροι δυνατά (Κ): [1265, 1290, 1525, 1302]
- cinema-listing: ΛΗΤΩ (Φορμίωνος 11 Παγκράτι) Δύο για την κόλαση (Κ): [50, 1602, 324, 1614]
- cinema-listing: ΜΕΤΡΟΠΟΛ (Πατησίων—Θήρας) Το μωρό της: [50, 1661, 278, 1673]
- cinema-listing: ΑΓΓΕΛ (8η στάση Μενίδι) Το τσακάλια (Κ): [963, 802, 1165, 814]
- cinema-listing: ΑΤΤΙΚΗ (Στάση Λυσσιατρείου) Η μηχανή του σεξ (Κ—13): [50, 1186, 327, 1198]
- cinema-listing: ΒΙΟΛΕΤΤΑ (Άνω Βούλα) Ρο... το... πάν (Κ): [963, 1322, 1170, 1334]
- cinema-listing: Α—ΜΠΕ—ΣΕ (Βουλιαγμ.) Τελευταίες στιγμές του Μπρους Λη: [50, 1025, 332, 1051]
- cinema-listing: ΜΠΡΟΝΤΓΟΥΑΙΗ (Πατησίων Θερ.) Τα λύτρα (Α): [355, 815, 590, 827]
- cinema-listing: ΠΟΡΤΟ ΡΑΦΤΗ Κομμάντος και μανούλια (Κ): [1265, 786, 1484, 798]
- cinema-listing: ΑΝΕΣΙΣ (Τ. Αμπελοκ., θερινό) Σκυλίσια ράγη (Α): [50, 1054, 285, 1066]
- cinema-listing: ΟΗΧΕΙΣ (Κ. Πετράλωνα) Η 6η Ηπείρος (Κ): [658, 1467, 867, 1479]
- cinema-listing: ΔΙΑΝΑ (Αργυρούπολη) Ο γαλάζιος πελαργός (Α): [963, 1337, 1200, 1349]
- cinema-listing: ΟΛΥΜΠΙΑ (Ολυμπία Βουλιαγμ.) Η μεγάλη απόδραση (Κ): [658, 1572, 934, 1584]
- cinema-listing: ΠΑΡΕΛΑ (Άνω Πατήσια) Αλλαγή καπ το λογαριασμό (Κ): [658, 1631, 930, 1643]
- cinema-listing: ΑΤΛΑΝΤΙΣ (Βουλιαγμένης) Δύο για την κόλαση (Κ): [50, 1216, 295, 1228]
- cinema-listing: ΟΛΥΜΠΙΑ (Ν. Παγκράτι) Σεξ: [355, 947, 493, 959]
- cinema-listing: ΜΟΝΑ ΛΙΖΑ (Ν. Λιόσια) Μαϊμού (Κ): [963, 1649, 1135, 1661]
- cinema-listing: ΑΝΤΙΝΕΑ (Ν. Ηρακλ.) Τα τσακάλια (Κ—13): [963, 1099, 1172, 1111]
- cinema-listing: ΤΡΟΠΙΚΑΛ (Καλλιθέα χειμ.) Πήτερ Σέλλερς να είσαι εκεί κύριε Τσαν (Κ): [355, 1301, 627, 1327]
- cinema-listing: ΑΛΚΥΩΝ (Π. Φαλήρου) Γυμνοί στον ήλιο (Κ—13): [963, 892, 1203, 904]
- cinema-listing: ΓΑΛΑΞΙΑΣ (Αμπελόκηποι) Μακελειό στο Σαν Φρανσίσκο (Α): [50, 1246, 325, 1272]
- column-divider: [953, 755, 954, 2225]
- cinema-listing: ΜΕΤΡΟΠΟΛΙΤΑΝ (Οδός Βουλιαγμένης) Χέλγκα (Κ-13): [355, 771, 621, 783]
- cinema-listing: ΠΛΑΝΗΤΗΣ (Άνω Βούλα) Το λιοντάρι της ερήμου (Κ): [1265, 771, 1523, 783]
- cinema-listing: ΠΑΛΑΣ (Παγκράτι χειμ.) Πέρα απ' τα σύνορα (Κ): [355, 1065, 592, 1077]
- cinema-listing: ΤΙΤΑΝΙΑ (Χαλάνδρι) Και τώρα θα γίνει Τέξας (Κ): [1265, 964, 1497, 976]
- entry-list: [658, 755, 943, 1197]
- cinema-listing: ΑΧΙΛΛΕΙΟΝ (Κολωνός) Το τελευταίο μετρό (Α): [658, 1408, 883, 1420]
- cinema-listing: ΑΧΑΡΝΙΣ (Μενίδι) Ο άγνωστος τρελής τύραννος (Κ): [963, 1277, 1216, 1289]
- cinema-listing: ΝΟΡΑ (Μιχαήλ Βόδα) Χ Φόντα Χρυσή λίμνη: [355, 932, 569, 944]
- column-heading: ΗΜΙΚΕΝΤΡΙΚΟΙ: [1353, 1307, 1462, 1324]
- cinema-listing: ΕΦΗ (Αγ. Ιερεβ.) Η απόδραση του Γκόργκο (Κ): [963, 1441, 1192, 1453]
- cinema-listing: ΟΣΚΑΡ (Τ. Αμπελόκηπ.) Ομήρου Οδύσσεια (Κ): [355, 991, 585, 1003]
- cinema-listing: ΑΣΤΕΡΙΑ (Χαλάνδρι) Τα θανατηφόρα σαγόνια του καρχαρία (Κ): [963, 1159, 1205, 1185]
- entry-list: [355, 755, 640, 1387]
- cinema-listing: ΑΝΝΑ ΜΑΡΙΑ (Πειραιά) Δύο για την κόλαση (Κ): [355, 1553, 584, 1565]
- cinema-listing: ΚΟΡΚΟ (Γλυφάδα) Σύγκρουση άστρων στον ήλιο τροχιά (Κ): [963, 1545, 1238, 1571]
- cinema-listing: ΚΕΡΑΜΕΙΚΟΣ (Κεραμεικού) Δύο έργα: [658, 919, 843, 931]
- cinema-listing: ΓΡΑΝΑΔΑ (Λεωφ. Αλεξ. Θερ.) Πλούσιες και διάσημες (Α): [50, 1290, 325, 1302]
- cinema-listing: ΑΥΛΑΚΙ (Πάρκο Ραφήνα) Μερικά παιδιά γουστάρουν της άγριες πλάκες: [963, 1233, 1238, 1259]
- cinema-listing: ΟΠΤΑΣΙΑ (Περιστέρι) Μπρους Λη, ο κίτρινος πράκτωρ του Χογκ Κογκ (Κ): [658, 1587, 941, 1613]
- cinema-listing: ΚΥΨΕΛΑΚΙ (Σκύλου χειμ. Θερ.) Και οι δύο ήταν θηρίωσα: [50, 1557, 327, 1569]
- cinema-listing: ΑΚΡΕΑ (Ζωγράφου) Μυστικές φάκελος (Κ): [355, 1449, 564, 1461]
- cinema-listing: ΡΕΞ 2 (Πανεπιστημίου) Μακελειό στο Σαν Φρανσίσκο (Α): [355, 1168, 635, 1180]
- cinema-listing: ΔΡΟΣΙΑ Εντυπωσιακοί μου (Κ): [963, 1396, 1114, 1408]
